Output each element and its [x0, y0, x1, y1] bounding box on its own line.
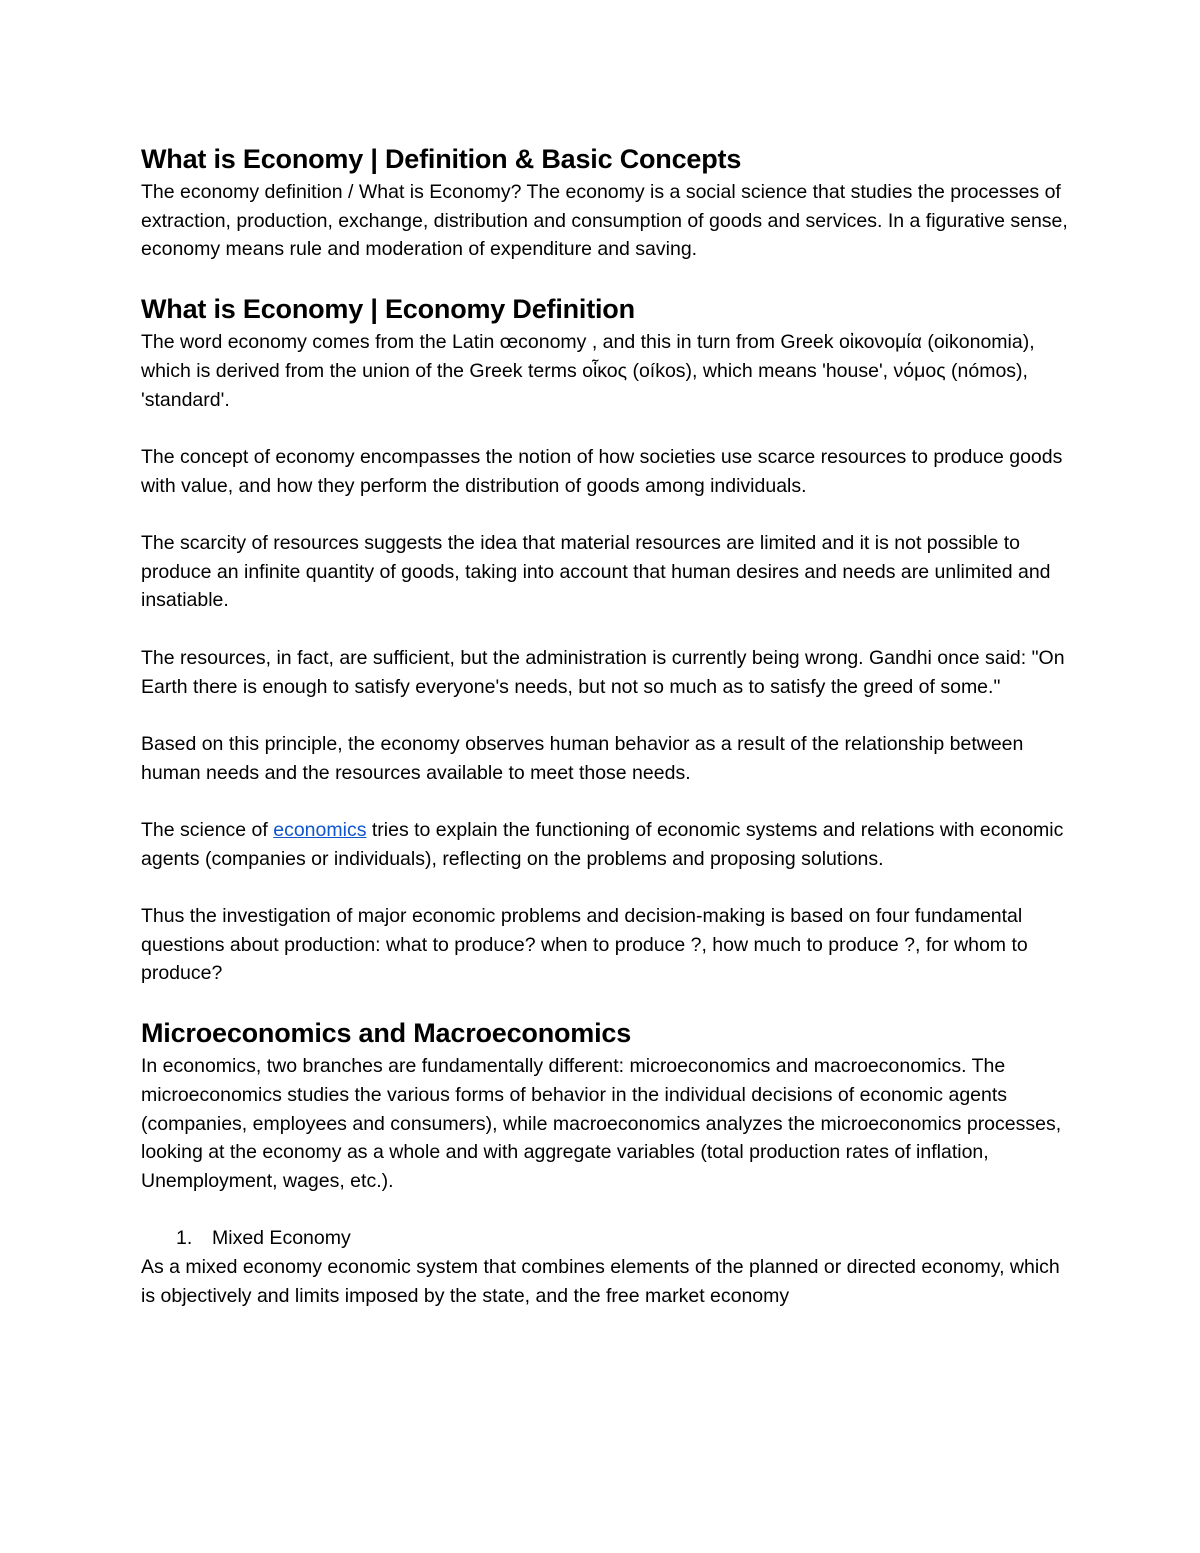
spacer — [141, 414, 1071, 443]
paragraph-science-of-economics — [141, 816, 1071, 873]
paragraph-mixed-economy: As a mixed economy economic system that combines elements of the planned or directed economy, which is objectively and limits imposed by the state, and the free market economy — [141, 1256, 1060, 1307]
paragraph-text: The science of — [141, 818, 274, 841]
economics-link[interactable]: economics — [273, 818, 367, 841]
spacer — [141, 615, 1071, 644]
heading-economy-definition: What is Economy | Economy Definition — [141, 294, 635, 325]
paragraph-gandhi-quote: The resources, in fact, are sufficient, but the administration is currently being wrong. Gandhi once said: "On Earth there is enough to satisfy everyone's needs, but not so much as to satisfy the greed of some." — [141, 646, 1065, 698]
paragraph-word-origin: The word economy comes from the Latin œconomy , and this in turn from Greek οἰκονομία (oikonomia), which is derived from the union of the Greek terms οἶκος (oíkos), which means 'house', νόμος (nómos), 'standard'. — [141, 331, 1035, 411]
paragraph-scarcity: The scarcity of resources suggests the idea that material resources are limited and it is not possible to produce an infinite quantity of goods, taking into account that human desires and needs are unlimited and insatiable. — [141, 532, 1051, 612]
spacer — [141, 1196, 1071, 1225]
paragraph-four-questions: Thus the investigation of major economic problems and decision-making is based on four fundamental questions about production: what to produce? when to produce ?, how much to produce ?, for whom to produce? — [141, 905, 1028, 985]
spacer — [141, 264, 1071, 290]
heading-definition-basic-concepts: What is Economy | Definition & Basic Concepts — [141, 144, 742, 174]
document-body — [141, 140, 1071, 1311]
paragraph-text: tries to explain the functioning of economic systems and relations with economic agents (companies or individuals), reflecting on the problems and proposing solutions. — [141, 818, 1064, 870]
spacer — [141, 701, 1071, 730]
spacer — [141, 873, 1071, 902]
heading-micro-macro: Microeconomics and Macroeconomics — [141, 1018, 632, 1049]
spacer — [141, 787, 1071, 816]
list-item-label: Mixed Economy — [212, 1227, 351, 1250]
paragraph-concept-of-economy: The concept of economy encompasses the notion of how societies use scarce resources to produce goods with value, and how they perform the distribution of goods among individuals. — [141, 445, 1063, 497]
list-item-mixed-economy — [141, 1224, 1071, 1253]
paragraph-branches: In economics, two branches are fundamentally different: microeconomics and macroeconomics. The microeconomics studies the various forms of behavior in the individual decisions of economic agents (companies, employees and consumers), while macroeconomics analyzes the microeconomics processes, looking at the economy as a whole and with aggregate variables (total production rates of inflation, Unemployment, wages, etc.). — [141, 1055, 1062, 1192]
spacer — [141, 500, 1071, 529]
paragraph-economy-definition: The economy definition / What is Economy? The economy is a social science that studies the processes of extraction, production, exchange, distribution and consumption of goods and services. In a figurative sense, economy means rule and moderation of expenditure and saving. — [141, 181, 1068, 261]
spacer — [141, 988, 1071, 1014]
list-number: 1. — [176, 1227, 193, 1250]
paragraph-human-behavior: Based on this principle, the economy observes human behavior as a result of the relationship between human needs and the resources available to meet those needs. — [141, 732, 1024, 784]
